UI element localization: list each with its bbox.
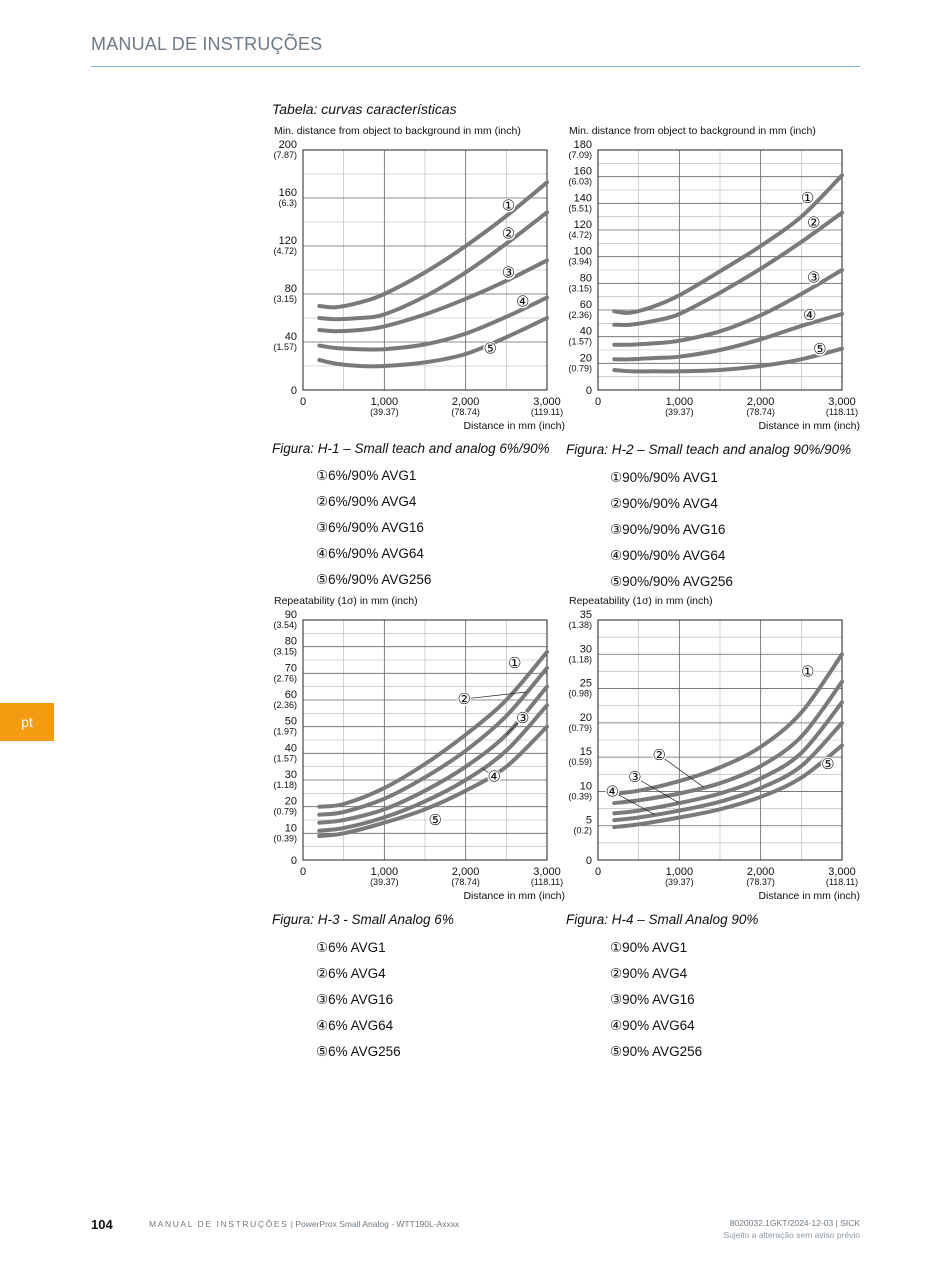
table-caption: Tabela: curvas características (272, 101, 457, 117)
x-axis-label: Distance in mm (inch) (463, 890, 565, 902)
y-tick-label: 90 (284, 609, 297, 621)
x-tick-sublabel: (78.37) (746, 877, 775, 887)
chart-h3 (262, 590, 572, 905)
footer-document-title (149, 1219, 459, 1229)
y-tick-label: 0 (585, 385, 592, 397)
figure-caption-h4: Figura: H-4 – Small Analog 90% (566, 912, 759, 927)
x-tick-label: 0 (299, 396, 307, 408)
y-tick-sublabel: (0.79) (568, 722, 592, 733)
y-axis-label: Repeatability (1σ) in mm (inch) (274, 595, 418, 607)
y-tick-sublabel: (1.57) (273, 342, 297, 352)
legend-h1 (316, 466, 431, 596)
y-tick-sublabel: (0.98) (568, 688, 592, 699)
legend-item: ⑤6%/90% AVG256 (316, 572, 432, 587)
legend-item: ③90% AVG16 (610, 992, 695, 1007)
series-marker: ④ (803, 306, 817, 324)
y-axis-label: Min. distance from object to background in mm (inch) (569, 125, 816, 137)
y-tick-sublabel: (4.72) (568, 230, 592, 240)
y-tick-label: 40 (284, 742, 297, 755)
series-marker: ⑤ (428, 811, 442, 829)
figure-caption-h2: Figura: H-2 – Small teach and analog 90%/90% (566, 442, 852, 457)
y-tick-label: 50 (284, 715, 297, 728)
y-tick-sublabel: (0.2) (573, 825, 592, 836)
y-tick-sublabel: (2.36) (568, 310, 592, 320)
y-tick-sublabel: (1.97) (273, 726, 297, 737)
y-tick-sublabel: (4.72) (273, 246, 297, 256)
x-tick-sublabel: (118.11) (530, 877, 564, 887)
y-tick-label: 160 (278, 187, 297, 199)
y-tick-label: 30 (579, 643, 592, 656)
legend-h4 (610, 938, 702, 1068)
y-tick-sublabel: (5.51) (568, 203, 592, 214)
x-tick-label: 1,000 (665, 866, 694, 878)
x-tick-label: 3,000 (828, 396, 856, 408)
series-marker: ④ (516, 293, 530, 311)
series-marker: ② (652, 746, 666, 764)
series-marker: ② (807, 214, 821, 232)
y-tick-label: 20 (579, 352, 592, 365)
y-tick-sublabel: (1.18) (568, 654, 592, 665)
legend-item: ②6% AVG4 (316, 966, 386, 981)
language-tab[interactable]: pt (0, 703, 54, 741)
y-tick-sublabel: (1.38) (568, 620, 592, 630)
legend-item: ④90% AVG64 (610, 1018, 695, 1033)
y-tick-label: 10 (579, 780, 592, 793)
x-tick-label: 0 (594, 866, 602, 878)
x-tick-label: 2,000 (451, 866, 480, 878)
y-tick-label: 60 (579, 299, 592, 311)
y-tick-label: 40 (579, 325, 592, 338)
x-tick-sublabel: (39.37) (665, 407, 694, 417)
series-marker: ① (508, 655, 522, 673)
series-marker: ④ (605, 783, 620, 801)
y-tick-sublabel: (0.59) (568, 757, 592, 768)
series-marker: ④ (487, 768, 501, 786)
legend-item: ②90%/90% AVG4 (610, 496, 718, 511)
series-marker: ⑤ (483, 340, 497, 358)
x-tick-label: 1,000 (665, 396, 694, 408)
x-tick-sublabel: (78.74) (451, 407, 480, 417)
chart-h1 (262, 120, 572, 435)
y-tick-label: 120 (573, 219, 592, 231)
y-tick-label: 70 (284, 662, 297, 675)
x-tick-sublabel: (119.11) (530, 407, 564, 417)
y-tick-sublabel: (3.94) (568, 256, 592, 267)
y-tick-sublabel: (0.39) (273, 833, 297, 844)
x-tick-label: 3,000 (533, 866, 561, 878)
legend-item: ④6% AVG64 (316, 1018, 394, 1033)
legend-item: ①6% AVG1 (316, 940, 386, 955)
y-tick-label: 0 (585, 855, 592, 867)
legend-item: ③90%/90% AVG16 (610, 522, 726, 537)
y-axis-label: Repeatability (1σ) in mm (inch) (569, 595, 713, 607)
footer-separator: | (288, 1219, 296, 1229)
y-tick-sublabel: (7.09) (568, 150, 592, 160)
y-tick-sublabel: (3.15) (273, 646, 297, 657)
x-tick-label: 1,000 (370, 866, 399, 878)
x-tick-sublabel: (39.37) (370, 877, 399, 887)
y-tick-sublabel: (3.15) (273, 294, 297, 304)
series-marker: ② (501, 225, 516, 243)
y-tick-label: 25 (579, 677, 592, 690)
y-tick-sublabel: (3.15) (568, 283, 592, 294)
legend-item: ④90%/90% AVG64 (610, 548, 726, 563)
header-divider (91, 66, 860, 67)
y-tick-sublabel: (3.54) (273, 620, 297, 630)
legend-item: ①90%/90% AVG1 (610, 470, 718, 485)
legend-h3 (316, 938, 401, 1068)
legend-item: ⑤90%/90% AVG256 (610, 574, 733, 589)
legend-item: ②90% AVG4 (610, 966, 688, 981)
series-marker: ⑤ (813, 340, 827, 358)
figure-caption-h3: Figura: H-3 - Small Analog 6% (272, 912, 454, 927)
y-tick-sublabel: (1.57) (568, 336, 592, 347)
marker-leader-line (464, 692, 526, 699)
y-tick-sublabel: (2.76) (273, 673, 297, 684)
y-tick-sublabel: (0.79) (568, 363, 592, 374)
legend-h2 (610, 468, 733, 598)
y-tick-label: 180 (573, 139, 592, 151)
legend-item: ③6%/90% AVG16 (316, 520, 424, 535)
y-tick-label: 20 (284, 795, 297, 808)
y-tick-label: 0 (290, 855, 297, 867)
x-tick-sublabel: (78.74) (451, 877, 480, 887)
x-tick-label: 2,000 (746, 396, 775, 408)
page-number: 104 (91, 1217, 113, 1232)
x-tick-label: 2,000 (451, 396, 480, 408)
footer-note: Sujeito a alteração sem aviso prévio (723, 1230, 860, 1240)
footer-doc-title: MANUAL DE INSTRUÇÕES (149, 1219, 289, 1229)
y-tick-label: 80 (284, 635, 297, 648)
footer-document-ref: 8020032.1GKT/2024-12-03 | SICK (729, 1218, 860, 1228)
y-tick-sublabel: (1.57) (273, 753, 297, 764)
series-marker: ③ (807, 269, 821, 287)
legend-item: ②6%/90% AVG4 (316, 494, 417, 509)
y-tick-label: 5 (585, 814, 592, 827)
header-title: MANUAL DE INSTRUÇÕES (91, 34, 323, 54)
series-marker: ③ (516, 709, 530, 727)
x-axis-label: Distance in mm (inch) (758, 890, 860, 902)
legend-item: ①6%/90% AVG1 (316, 468, 417, 483)
series-marker: ⑤ (821, 755, 835, 773)
y-tick-label: 20 (579, 711, 592, 724)
x-tick-label: 0 (299, 866, 307, 878)
x-tick-label: 3,000 (828, 866, 856, 878)
y-tick-sublabel: (0.79) (273, 806, 297, 817)
y-tick-sublabel: (6.3) (278, 198, 297, 208)
footer-product: PowerProx Small Analog - WTT190L-Axxxx (295, 1219, 460, 1229)
series-marker: ③ (501, 264, 516, 282)
legend-item: ⑤90% AVG256 (610, 1044, 703, 1059)
x-tick-label: 2,000 (746, 866, 775, 878)
x-tick-label: 0 (594, 396, 602, 408)
series-marker: ① (801, 663, 815, 681)
series-marker: ② (457, 690, 471, 708)
y-tick-label: 40 (284, 331, 297, 343)
y-tick-label: 10 (284, 822, 297, 835)
y-tick-label: 120 (278, 235, 297, 247)
figure-caption-h1: Figura: H-1 – Small teach and analog 6%/90% (272, 441, 550, 456)
y-tick-sublabel: (6.03) (568, 176, 592, 187)
x-axis-label: Distance in mm (inch) (463, 420, 565, 432)
y-tick-label: 30 (284, 769, 297, 781)
x-tick-sublabel: (118.11) (825, 407, 859, 417)
y-tick-label: 100 (573, 245, 592, 258)
x-tick-label: 3,000 (533, 396, 561, 408)
y-tick-sublabel: (2.36) (273, 700, 297, 710)
legend-item: ①90% AVG1 (610, 940, 688, 955)
series-marker: ③ (628, 769, 642, 787)
chart-h4 (557, 590, 867, 905)
y-tick-sublabel: (7.87) (273, 150, 297, 160)
y-tick-label: 0 (290, 385, 297, 397)
x-tick-sublabel: (118.11) (825, 877, 859, 887)
y-tick-label: 15 (579, 746, 592, 759)
y-axis-label: Min. distance from object to background in mm (inch) (274, 125, 521, 137)
y-tick-label: 200 (278, 139, 297, 151)
y-tick-label: 80 (579, 272, 592, 285)
x-tick-sublabel: (39.37) (370, 407, 399, 417)
x-tick-sublabel: (78.74) (746, 407, 775, 417)
x-tick-label: 1,000 (370, 396, 399, 408)
legend-item: ③6% AVG16 (316, 992, 394, 1007)
y-tick-label: 140 (573, 192, 592, 205)
y-tick-label: 35 (579, 609, 592, 621)
series-marker: ① (501, 197, 516, 215)
legend-item: ⑤6% AVG256 (316, 1044, 401, 1059)
chart-h2 (557, 120, 867, 435)
x-axis-label: Distance in mm (inch) (758, 420, 860, 432)
y-tick-label: 160 (573, 165, 592, 178)
y-tick-sublabel: (1.18) (273, 780, 297, 790)
x-tick-sublabel: (39.37) (665, 877, 694, 887)
y-tick-label: 60 (284, 689, 297, 701)
legend-item: ④6%/90% AVG64 (316, 546, 424, 561)
y-tick-label: 80 (284, 283, 297, 295)
y-tick-sublabel: (0.39) (568, 791, 592, 802)
series-marker: ① (800, 190, 815, 208)
